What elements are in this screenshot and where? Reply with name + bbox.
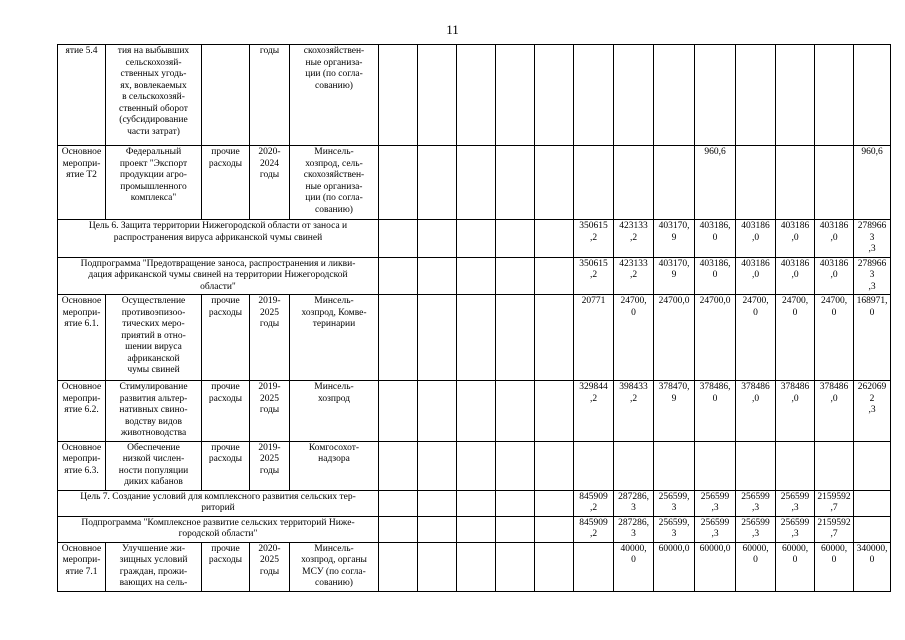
table-cell: прочие расходы (202, 542, 250, 591)
table-cell: 60000,0 (695, 542, 736, 591)
table-cell (379, 381, 418, 442)
table-cell: 403186 ,0 (815, 220, 854, 258)
table-cell (379, 45, 418, 146)
table-cell (535, 220, 574, 258)
page-number: 11 (446, 22, 459, 37)
table-cell (854, 45, 891, 146)
table-cell: 256599, 3 (654, 490, 695, 516)
table-cell: 960,6 (854, 146, 891, 220)
table-cell (457, 441, 496, 490)
table-cell (535, 542, 574, 591)
table-cell (854, 441, 891, 490)
table-cell (695, 441, 736, 490)
table-cell: 378486 ,0 (736, 381, 776, 442)
table-cell: ятие 5.4 (58, 45, 106, 146)
table-cell: 40000, 0 (614, 542, 654, 591)
table-cell: 403186 ,0 (815, 257, 854, 295)
table-cell: 403186 ,0 (776, 220, 815, 258)
table-cell (379, 542, 418, 591)
table-cell (535, 295, 574, 381)
table-cell: Основное меропри- ятие Т2 (58, 146, 106, 220)
table-cell: 60000,0 (654, 542, 695, 591)
table-cell: Основное меропри- ятие 6.2. (58, 381, 106, 442)
table-cell (736, 146, 776, 220)
table-cell: 287286, 3 (614, 490, 654, 516)
table-cell: 256599 ,3 (695, 516, 736, 542)
row-heading: Цель 6. Защита территории Нижегородской области от заноса и распространения вируса африканской чумы свиней (58, 220, 379, 258)
table-cell: 60000, 0 (815, 542, 854, 591)
table-cell (418, 542, 457, 591)
table-cell: Основное меропри- ятие 7.1 (58, 542, 106, 591)
table-cell: 60000, 0 (736, 542, 776, 591)
table-cell (574, 45, 614, 146)
table-row (58, 441, 891, 490)
row-heading: Подпрограмма "Комплексное развитие сельских территорий Ниже- городской области" (58, 516, 379, 542)
table-row (58, 542, 891, 591)
table-cell: Осуществление противоэпизоо- тических меро- приятий в отно- шении вируса африканской чумы свиней (106, 295, 202, 381)
table-cell: Комгосохот- надзора (290, 441, 379, 490)
table-cell (379, 146, 418, 220)
table-cell (457, 381, 496, 442)
table-cell: тия на выбывших сельскохозяй- ственных угодь- ях, вовлекаемых в сельскохозяй- ственный оборот (субсидирование части затрат) (106, 45, 202, 146)
table-cell: 403186, 0 (695, 220, 736, 258)
table-cell: Минсель- хозпрод, органы МСУ (по согла- сованию) (290, 542, 379, 591)
table-row-heading (58, 220, 891, 258)
table-cell: Обеспечение низкой числен- ности популяции диких кабанов (106, 441, 202, 490)
row-heading: Цель 7. Создание условий для комплексного развития сельских тер- риторий (58, 490, 379, 516)
table-cell (379, 490, 418, 516)
table-cell: 256599 ,3 (776, 490, 815, 516)
table-cell (815, 45, 854, 146)
table-cell (379, 441, 418, 490)
table-cell (496, 516, 535, 542)
table-cell: прочие расходы (202, 381, 250, 442)
table-cell: 378486 ,0 (776, 381, 815, 442)
table-cell: 24700,0 (695, 295, 736, 381)
table-cell: 2020- 2025 годы (250, 542, 290, 591)
table-cell (418, 257, 457, 295)
table-cell (776, 45, 815, 146)
table-cell (457, 490, 496, 516)
table-cell: Стимулирование развития альтер- нативных свино- водству видов животноводства (106, 381, 202, 442)
table-cell (574, 441, 614, 490)
table-cell: 20771 (574, 295, 614, 381)
table-cell: 24700, 0 (614, 295, 654, 381)
table-cell: прочие расходы (202, 146, 250, 220)
table-row-heading (58, 516, 891, 542)
table-cell: 2159592 ,7 (815, 516, 854, 542)
table-cell (457, 542, 496, 591)
table-cell: Основное меропри- ятие 6.3. (58, 441, 106, 490)
table-cell (496, 146, 535, 220)
table-cell (457, 45, 496, 146)
table-cell: 403186 ,0 (776, 257, 815, 295)
table-cell (815, 441, 854, 490)
table-cell: 845909 ,2 (574, 490, 614, 516)
table-cell: 2019- 2025 годы (250, 441, 290, 490)
table-cell (736, 441, 776, 490)
table-cell: скохозяйствен- ные организа- ции (по согла- сованию) (290, 45, 379, 146)
table-cell (418, 146, 457, 220)
table-cell (535, 490, 574, 516)
table-cell (535, 146, 574, 220)
table-cell (496, 45, 535, 146)
table-cell: Минсель- хозпрод, Комве- теринарии (290, 295, 379, 381)
table-cell (496, 441, 535, 490)
table-cell: Федеральный проект "Экспорт продукции агро- промышленного комплекса" (106, 146, 202, 220)
table-cell: 378470, 9 (654, 381, 695, 442)
table-cell: 256599, 3 (654, 516, 695, 542)
table-cell: Улучшение жи- зищных условий граждан, прожи- вающих на сель- (106, 542, 202, 591)
table-cell (854, 490, 891, 516)
table-cell (496, 295, 535, 381)
budget-table (57, 44, 891, 592)
table-cell: 845909 ,2 (574, 516, 614, 542)
table-cell: 60000, 0 (776, 542, 815, 591)
table-cell (457, 146, 496, 220)
table-cell (776, 146, 815, 220)
table-cell: 350615 ,2 (574, 257, 614, 295)
table-cell (614, 146, 654, 220)
table-cell: Минсель- хозпрод, сель- скохозяйствен- ные организа- ции (по согла- сованию) (290, 146, 379, 220)
table-cell: 287286, 3 (614, 516, 654, 542)
table-cell (418, 516, 457, 542)
table-cell (496, 220, 535, 258)
table-cell: 2019- 2025 годы (250, 381, 290, 442)
table-cell (457, 516, 496, 542)
table-cell (614, 45, 654, 146)
table-cell: 24700,0 (654, 295, 695, 381)
table-row (58, 45, 891, 146)
table-cell: 2620692 ,3 (854, 381, 891, 442)
table-cell (614, 441, 654, 490)
table-cell: Минсель- хозпрод (290, 381, 379, 442)
table-cell: 2789663 ,3 (854, 220, 891, 258)
table-cell: 24700, 0 (736, 295, 776, 381)
table-cell (202, 45, 250, 146)
table-cell (379, 220, 418, 258)
table-cell: 256599 ,3 (695, 490, 736, 516)
table-cell (736, 45, 776, 146)
table-cell (535, 441, 574, 490)
table-cell: 403186 ,0 (736, 257, 776, 295)
table-cell (535, 516, 574, 542)
table-cell: 2159592 ,7 (815, 490, 854, 516)
table-cell: прочие расходы (202, 441, 250, 490)
table-cell (574, 542, 614, 591)
row-heading: Подпрограмма "Предотвращение заноса, распространения и ликви- дация африканской чумы свиней на территории Нижегородской области" (58, 257, 379, 295)
table-cell (695, 45, 736, 146)
table-cell: 2789663 ,3 (854, 257, 891, 295)
table-cell: 423133 ,2 (614, 257, 654, 295)
table-cell (654, 45, 695, 146)
table-row (58, 381, 891, 442)
table-cell: 403186 ,0 (736, 220, 776, 258)
table-cell (654, 441, 695, 490)
table-cell (535, 45, 574, 146)
table-cell (496, 490, 535, 516)
table-cell: 960,6 (695, 146, 736, 220)
table-cell (496, 257, 535, 295)
table-row (58, 295, 891, 381)
table-cell (418, 295, 457, 381)
table-cell (776, 441, 815, 490)
table-cell: 398433 ,2 (614, 381, 654, 442)
table-cell (379, 295, 418, 381)
table-cell: 24700, 0 (815, 295, 854, 381)
table-cell: 2020- 2024 годы (250, 146, 290, 220)
table-cell (815, 146, 854, 220)
table-cell: 256599 ,3 (736, 516, 776, 542)
table-cell: Основное меропри- ятие 6.1. (58, 295, 106, 381)
table-cell: 168971, 0 (854, 295, 891, 381)
table-cell (418, 490, 457, 516)
table-cell (654, 146, 695, 220)
table-cell (418, 220, 457, 258)
table-cell (535, 257, 574, 295)
table-cell: 2019- 2025 годы (250, 295, 290, 381)
table-cell (379, 257, 418, 295)
table-cell: 340000, 0 (854, 542, 891, 591)
table-cell (574, 146, 614, 220)
table-cell (535, 381, 574, 442)
table-cell: 378486, 0 (695, 381, 736, 442)
table-cell (418, 45, 457, 146)
table-cell: 24700, 0 (776, 295, 815, 381)
table-cell: 256599 ,3 (776, 516, 815, 542)
table-cell: годы (250, 45, 290, 146)
table-row-heading (58, 490, 891, 516)
table-row (58, 146, 891, 220)
table-cell: 403186, 0 (695, 257, 736, 295)
table-cell (854, 516, 891, 542)
table-cell (457, 295, 496, 381)
table-cell: 403170, 9 (654, 257, 695, 295)
table-cell (457, 220, 496, 258)
table-cell: 256599 ,3 (736, 490, 776, 516)
table-cell: прочие расходы (202, 295, 250, 381)
table-cell (379, 516, 418, 542)
table-row-heading (58, 257, 891, 295)
table-cell: 378486 ,0 (815, 381, 854, 442)
table-cell: 329844 ,2 (574, 381, 614, 442)
table-cell (418, 441, 457, 490)
table-cell (457, 257, 496, 295)
table-cell (418, 381, 457, 442)
table-cell: 403170, 9 (654, 220, 695, 258)
table-cell: 423133 ,2 (614, 220, 654, 258)
table-cell (496, 381, 535, 442)
table-cell: 350615 ,2 (574, 220, 614, 258)
table-cell (496, 542, 535, 591)
